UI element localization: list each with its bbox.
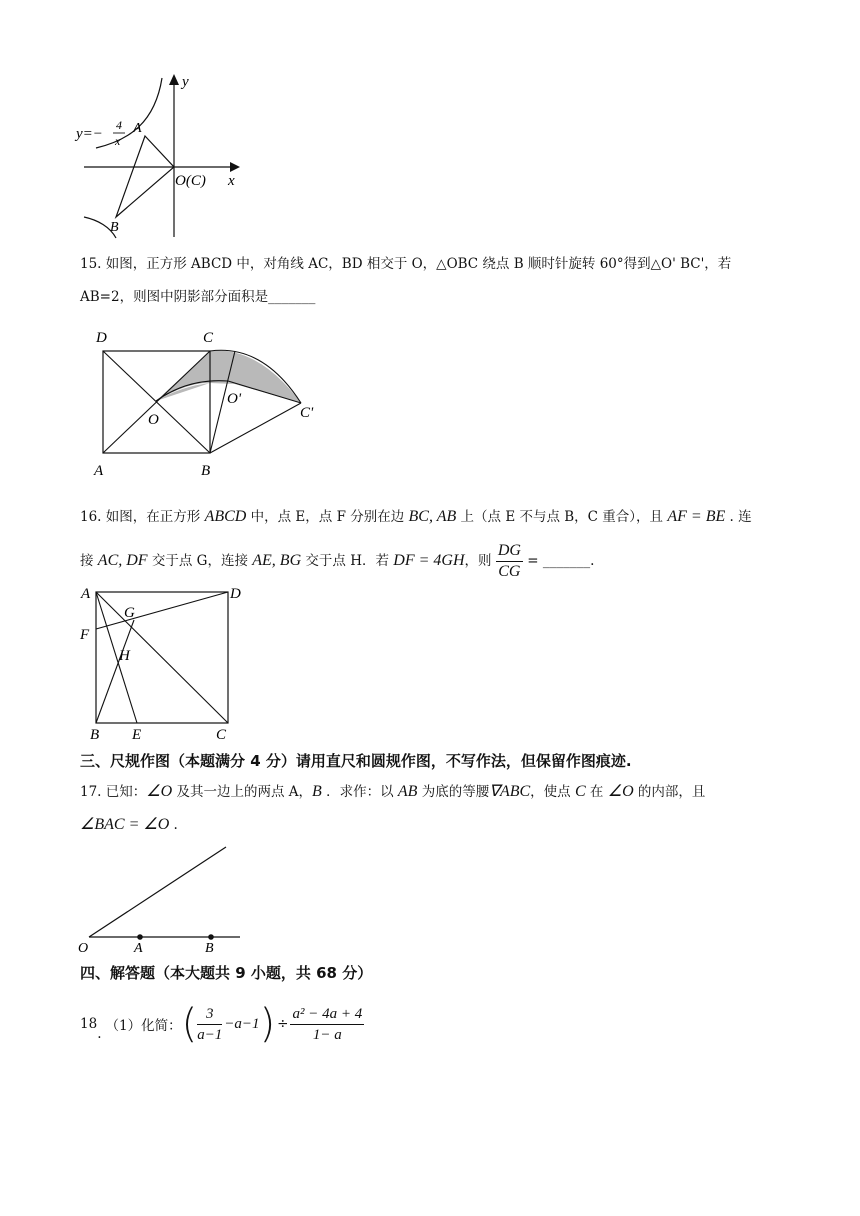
q16-math-df-4gh: DF = 4GH xyxy=(393,552,465,569)
q17-text-1c: 及其一边上的两点 A， xyxy=(172,784,313,800)
label-point-b: B xyxy=(110,220,119,235)
figure-q16-square xyxy=(76,582,256,744)
q17-line1 xyxy=(80,782,705,802)
x-axis-arrow-icon xyxy=(230,162,240,172)
q16-text-2e: 交于点 H．若 xyxy=(301,553,394,569)
q16-fraction-denominator: CG xyxy=(498,563,521,580)
figure-q15-square-rotation xyxy=(88,326,338,482)
label-b: B xyxy=(205,941,214,955)
q17-text-1m: 的内部，且 xyxy=(633,784,706,800)
hyperbola-upper-branch xyxy=(96,78,162,148)
q18-fraction-2 xyxy=(290,1004,364,1045)
q17-text-1a: 17. 已知： xyxy=(80,784,147,800)
y-axis-arrow-icon xyxy=(169,74,179,85)
label-y-axis: y xyxy=(182,74,189,90)
ray-upper xyxy=(89,847,226,937)
q16-text-2a: 接 xyxy=(80,553,98,569)
label-o: O xyxy=(78,941,89,955)
label-d: D xyxy=(96,330,107,346)
label-function-denominator: x xyxy=(115,134,121,148)
q18-divide: ÷ xyxy=(277,1016,289,1032)
segment-df xyxy=(96,592,228,629)
q16-line1 xyxy=(80,507,752,527)
q16-text-1e: 上（点 E 不与点 B，C 重合），且 xyxy=(456,509,668,525)
diagonal-ac xyxy=(96,592,228,723)
q18-part: （1）化简： xyxy=(105,1018,182,1034)
segment-b-cprime xyxy=(210,403,301,453)
label-d: D xyxy=(230,586,241,602)
q17-math-b: B xyxy=(312,783,322,800)
label-b: B xyxy=(201,463,211,479)
label-a: A xyxy=(134,941,143,955)
q16-text-2g: ，则 xyxy=(464,553,496,569)
label-f: F xyxy=(80,627,90,643)
q18-fraction-1-num: 3 xyxy=(197,1004,222,1025)
label-o-prime: O' xyxy=(227,391,242,407)
q17-text-1e: ．求作：以 xyxy=(321,784,398,800)
q17-line2 xyxy=(80,815,178,835)
label-o: O xyxy=(148,412,159,428)
label-c-prime: C' xyxy=(300,405,314,421)
label-x-axis: x xyxy=(228,173,235,189)
label-point-a: A xyxy=(133,121,142,136)
q17-text-1k: 在 xyxy=(585,784,608,800)
q17-math-angle-o: ∠O xyxy=(146,783,173,800)
q16-line2 xyxy=(80,541,594,582)
q16-text-1c: 中，点 E，点 F 分别在边 xyxy=(246,509,409,525)
q16-fraction-numerator: DG xyxy=(496,541,523,562)
point-b-dot xyxy=(208,934,214,940)
q16-text-1a: 16. 如图，在正方形 xyxy=(80,509,205,525)
label-a: A xyxy=(81,586,91,602)
q18-fraction-2-den: 1− a xyxy=(312,1026,342,1043)
label-h: H xyxy=(119,648,130,664)
q16-text-2c: 交于点 G，连接 xyxy=(147,553,253,569)
label-e: E xyxy=(132,727,142,743)
q17-text-1g: 为底的等腰 xyxy=(417,784,490,800)
section-4-heading: 四、解答题（本大题共 9 小题，共 68 分） xyxy=(80,964,373,982)
q16-fraction-dg-cg xyxy=(496,541,523,582)
figure-q14-hyperbola xyxy=(70,72,250,242)
q17-math-ab: AB xyxy=(397,783,418,800)
q17-text-1i: ，使点 xyxy=(530,784,575,800)
q16-math-ac-df: AC, DF xyxy=(97,552,148,569)
q16-math-af-be: AF = BE xyxy=(667,508,726,525)
triangle-abo xyxy=(116,136,174,217)
label-g: G xyxy=(124,605,135,621)
q15-line1: 15. 如图，正方形 ABCD 中，对角线 AC，BD 相交于 O，△OBC 绕点 B 顺时针旋转 60°得到△O' BC'，若 xyxy=(80,256,732,272)
label-point-oc: O(C) xyxy=(175,173,206,189)
label-function-numerator: 4 xyxy=(116,118,122,132)
q18-fraction-1-den: a−1 xyxy=(197,1026,223,1043)
figure-q17-angle xyxy=(74,840,254,955)
q18-dot: . xyxy=(97,1026,102,1042)
label-b: B xyxy=(90,727,100,743)
q16-text-2h: = _______. xyxy=(527,553,595,569)
q18-fraction-1 xyxy=(197,1004,222,1045)
section-3-heading: 三、尺规作图（本题满分 4 分）请用直尺和圆规作图，不写作法，但保留作图痕迹. xyxy=(80,752,632,770)
point-a-dot xyxy=(137,934,143,940)
label-function-prefix: y=− xyxy=(76,126,103,142)
arc-o-oprime xyxy=(156,381,228,401)
q17-math-c: C xyxy=(574,783,586,800)
q16-math-bc-ab: BC, AB xyxy=(408,508,457,525)
q18-tail: −a−1 xyxy=(224,1015,260,1032)
label-c: C xyxy=(216,727,227,743)
segment-bg xyxy=(96,620,134,723)
q17-math-triangle-abc: ∇ABC xyxy=(489,783,531,800)
q16-math-ae-bg: AE, BG xyxy=(252,552,302,569)
q17-math-bac-equals-o: ∠BAC = ∠O xyxy=(80,816,170,833)
q18-line1 xyxy=(80,1000,364,1048)
q16-math-abcd: ABCD xyxy=(204,508,247,525)
q16-text-1g: . 连 xyxy=(725,509,752,525)
q17-text-2end: . xyxy=(169,817,178,833)
q18-fraction-2-num: a² − 4a + 4 xyxy=(290,1004,364,1025)
q17-math-angle-o-2: ∠O xyxy=(607,783,634,800)
label-a: A xyxy=(94,463,104,479)
label-c: C xyxy=(203,330,214,346)
left-paren: ( xyxy=(181,1001,198,1047)
q15-line2: AB=2，则图中阴影部分面积是_______ xyxy=(80,289,316,305)
q18-number: 18 xyxy=(80,1016,98,1032)
right-paren: ) xyxy=(259,1001,276,1047)
